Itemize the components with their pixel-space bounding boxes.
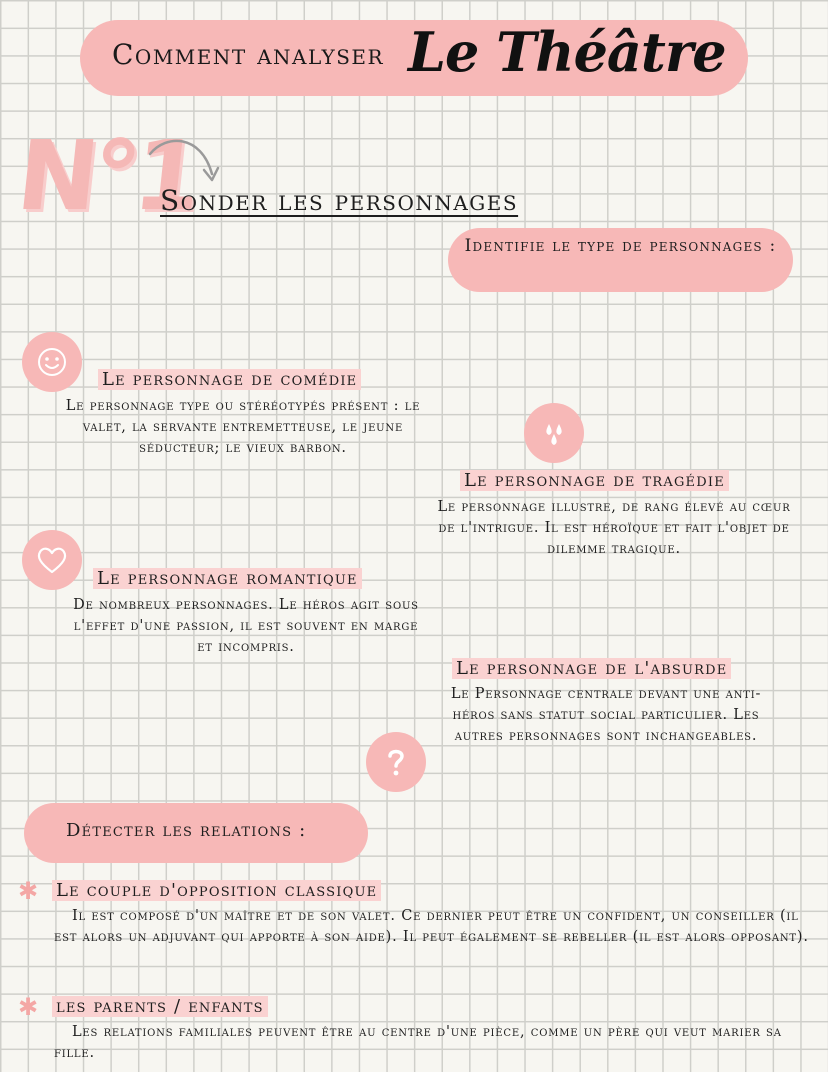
tears-icon [524, 403, 584, 463]
parents-title: les parents / enfants [52, 996, 268, 1017]
relations-label: Détecter les relations : [66, 820, 307, 841]
romantic-text: De nombreux personnages. Le héros agit sous l'effet d'une passion, il est souvent en marge et incompris. [73, 597, 419, 655]
page-title: Le Théâtre [408, 20, 726, 84]
tragedy-title: Le personnage de tragédie [460, 470, 729, 491]
absurd-text: Le Personnage centrale devant une anti-héros sans statut social particulier. Les autres personnages sont inchangeables. [450, 686, 762, 744]
title-prefix: Comment analyser [112, 38, 385, 71]
curved-arrow-icon [146, 132, 226, 192]
asterisk-icon: ✱ [18, 993, 39, 1021]
comedy-text: Le personnage type ou stéréotypés présent : le valet, la servante entremetteuse, le jeune séducteur; le vieux barbon. [65, 398, 421, 456]
romantic-title: Le personnage romantique [93, 568, 362, 589]
parents-text: Les relations familiales peuvent être au centre d'une pièce, comme un père qui veut marier sa fille. [54, 1024, 782, 1061]
asterisk-icon: ✱ [18, 877, 39, 905]
smile-icon [22, 332, 82, 392]
couple-text: Il est composé d'un maître et de son valet. Ce dernier peut être un confident, un conseiller (il est alors un adjuvant qui apporte à son aide). Il peut également se rebeller (il est alors opposant). [54, 908, 809, 945]
section-number: N°1 [12, 120, 202, 232]
heart-icon [22, 530, 82, 590]
question-icon [366, 732, 426, 792]
couple-title: Le couple d'opposition classique [52, 880, 381, 901]
tragedy-text: Le personnage illustre, de rang élevé au cœur de l'intrigue. Il est héroïque et fait l'objet de dilemme tragique. [437, 499, 791, 557]
identify-label: Identifie le type de personnages : [464, 236, 777, 256]
section-heading: Sonder les personnages [160, 184, 519, 217]
absurd-title: Le personnage de l'absurde [452, 658, 731, 679]
identify-banner [448, 228, 793, 292]
comedy-title: Le personnage de comédie [98, 369, 361, 390]
